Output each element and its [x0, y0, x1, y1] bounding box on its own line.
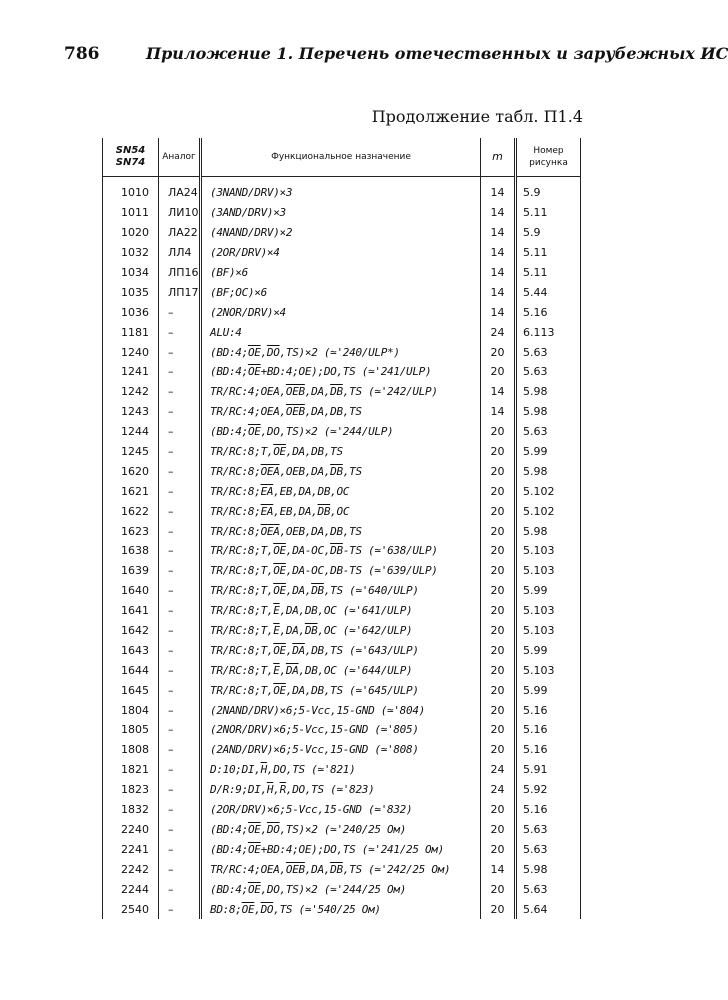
running-title: Приложение 1. Перечень отечественных и зарубежных ИС	[146, 44, 728, 63]
cell-m: 24	[481, 780, 516, 800]
cell-m: 14	[481, 382, 516, 402]
table-row	[103, 820, 581, 840]
table-row	[103, 780, 581, 800]
cell-analog: –	[159, 362, 201, 382]
cell-figure: 5.103	[516, 541, 581, 561]
cell-analog: –	[159, 680, 201, 700]
cell-analog: –	[159, 700, 201, 720]
table-continuation-caption: Продолжение табл. П1.4	[371, 107, 583, 126]
cell-m: 14	[481, 402, 516, 422]
cell-analog: –	[159, 740, 201, 760]
cell-m: 14	[481, 859, 516, 879]
cell-analog: ЛП16	[159, 263, 201, 283]
header-function: Функциональное назначение	[201, 138, 481, 177]
cell-m: 14	[481, 203, 516, 223]
cell-figure: 5.98	[516, 521, 581, 541]
cell-code: 1621	[103, 481, 159, 501]
cell-function: $TR/RC:8;\overline{OEA},OEB,DA,\overline{DB},TS$	[201, 461, 481, 481]
page-header	[64, 44, 728, 68]
cell-analog: –	[159, 561, 201, 581]
cell-analog: –	[159, 342, 201, 362]
cell-m: 20	[481, 621, 516, 641]
header-code	[103, 138, 159, 177]
cell-code: 1244	[103, 422, 159, 442]
header-code-line1: SN54	[115, 145, 146, 156]
cell-analog: –	[159, 720, 201, 740]
cell-m: 20	[481, 820, 516, 840]
cell-figure: 5.103	[516, 601, 581, 621]
cell-function: $BD:8;\overline{OE},\overline{DO},TS$ (≃'540/25 Ом)	[201, 899, 481, 919]
table-row	[103, 879, 581, 899]
cell-code: 1240	[103, 342, 159, 362]
chip-table	[102, 138, 581, 919]
cell-code: 1020	[103, 223, 159, 243]
cell-code: 1011	[103, 203, 159, 223]
cell-analog: ЛА24	[159, 177, 201, 203]
table-row	[103, 700, 581, 720]
cell-code: 2540	[103, 899, 159, 919]
table-header-row	[103, 138, 581, 177]
cell-m: 20	[481, 501, 516, 521]
cell-m: 20	[481, 561, 516, 581]
cell-figure: 5.63	[516, 879, 581, 899]
cell-figure: 5.16	[516, 700, 581, 720]
cell-figure: 5.11	[516, 243, 581, 263]
cell-figure: 5.99	[516, 581, 581, 601]
cell-figure: 5.9	[516, 223, 581, 243]
table-row	[103, 621, 581, 641]
cell-code: 1823	[103, 780, 159, 800]
cell-figure: 5.102	[516, 501, 581, 521]
cell-m: 20	[481, 660, 516, 680]
table-row	[103, 800, 581, 820]
table-row	[103, 402, 581, 422]
cell-m: 20	[481, 362, 516, 382]
table-row	[103, 760, 581, 780]
cell-code: 1010	[103, 177, 159, 203]
cell-figure: 5.103	[516, 561, 581, 581]
cell-function: (2AND/DRV)×6;5-Vcc,15-GND (≃'808)	[201, 740, 481, 760]
cell-m: 20	[481, 700, 516, 720]
cell-m: 20	[481, 521, 516, 541]
cell-function: (2NOR/DRV)×4	[201, 302, 481, 322]
table-row	[103, 302, 581, 322]
cell-code: 1622	[103, 501, 159, 521]
cell-m: 20	[481, 541, 516, 561]
cell-figure: 5.103	[516, 621, 581, 641]
cell-m: 20	[481, 839, 516, 859]
cell-code: 2242	[103, 859, 159, 879]
cell-analog: –	[159, 501, 201, 521]
table-row	[103, 660, 581, 680]
cell-code: 1644	[103, 660, 159, 680]
cell-m: 20	[481, 342, 516, 362]
page-number: 786	[64, 44, 100, 64]
cell-analog: –	[159, 402, 201, 422]
table-row	[103, 342, 581, 362]
cell-analog: –	[159, 601, 201, 621]
table-row	[103, 899, 581, 919]
cell-function: $TR/RC:4;OEA,\overline{OEB},DA,DB,TS$	[201, 402, 481, 422]
table-row	[103, 680, 581, 700]
table-row	[103, 561, 581, 581]
table-row	[103, 322, 581, 342]
cell-analog: –	[159, 581, 201, 601]
cell-code: 1643	[103, 640, 159, 660]
cell-analog: ЛА22	[159, 223, 201, 243]
cell-analog: –	[159, 879, 201, 899]
cell-function: $TR/RC:8;\overline{EA},EB,DA,\overline{DB},OC$	[201, 501, 481, 521]
cell-analog: –	[159, 820, 201, 840]
table-row	[103, 282, 581, 302]
table-row	[103, 740, 581, 760]
cell-function: $(BD:4;\overline{OE},DO,TS)\times 2$ (≃'244/25 Ом)	[201, 879, 481, 899]
table-row	[103, 720, 581, 740]
cell-code: 1245	[103, 442, 159, 462]
cell-figure: 5.98	[516, 859, 581, 879]
cell-function: $TR/RC:8;\overline{EA},EB,DA,DB,OC$	[201, 481, 481, 501]
cell-function: $TR/RC:8;T,\overline{OE},DA,DB,TS$	[201, 442, 481, 462]
header-code-line2: SN74	[115, 157, 146, 168]
cell-analog: ЛП17	[159, 282, 201, 302]
cell-figure: 5.63	[516, 342, 581, 362]
cell-code: 1640	[103, 581, 159, 601]
cell-code: 1645	[103, 680, 159, 700]
header-analog: Аналог	[159, 138, 201, 177]
cell-function: (2NOR/DRV)×6;5-Vcc,15-GND (≃'805)	[201, 720, 481, 740]
cell-code: 1623	[103, 521, 159, 541]
cell-function: $(BD:4;\overline{OE}+BD:4;OE);DO,TS$ (≃'241/ULP)	[201, 362, 481, 382]
cell-figure: 5.102	[516, 481, 581, 501]
cell-analog: –	[159, 442, 201, 462]
cell-function: (3AND/DRV)×3	[201, 203, 481, 223]
cell-analog: –	[159, 780, 201, 800]
table-row	[103, 442, 581, 462]
cell-figure: 5.98	[516, 382, 581, 402]
table-row	[103, 501, 581, 521]
cell-figure: 5.63	[516, 839, 581, 859]
table-row	[103, 223, 581, 243]
table-row	[103, 601, 581, 621]
table-row	[103, 362, 581, 382]
table-row	[103, 581, 581, 601]
table-row	[103, 640, 581, 660]
cell-function: $(BD:4;\overline{OE},\overline{DO},TS)\times 2$ (≃'240/ULP*)	[201, 342, 481, 362]
table-row	[103, 541, 581, 561]
cell-code: 2240	[103, 820, 159, 840]
cell-m: 20	[481, 740, 516, 760]
cell-m: 14	[481, 302, 516, 322]
cell-function: (BF;OC)×6	[201, 282, 481, 302]
table-row	[103, 177, 581, 203]
cell-figure: 5.11	[516, 203, 581, 223]
cell-function: $TR/RC:8;T,\overline{OE},DA-OC,\overline{DB}-TS$ (≃'638/ULP)	[201, 541, 481, 561]
cell-figure: 5.16	[516, 740, 581, 760]
cell-m: 14	[481, 282, 516, 302]
cell-code: 1808	[103, 740, 159, 760]
table-row	[103, 243, 581, 263]
cell-function: $TR/RC:4;OEA,\overline{OEB},DA,\overline{DB},TS$ (≃'242/ULP)	[201, 382, 481, 402]
cell-analog: –	[159, 760, 201, 780]
cell-analog: –	[159, 521, 201, 541]
cell-code: 1035	[103, 282, 159, 302]
cell-figure: 5.11	[516, 263, 581, 283]
cell-code: 1641	[103, 601, 159, 621]
cell-analog: –	[159, 899, 201, 919]
cell-analog: –	[159, 621, 201, 641]
cell-code: 1642	[103, 621, 159, 641]
cell-figure: 5.63	[516, 362, 581, 382]
cell-analog: ЛЛ4	[159, 243, 201, 263]
cell-analog: –	[159, 839, 201, 859]
cell-analog: –	[159, 422, 201, 442]
cell-m: 20	[481, 442, 516, 462]
cell-m: 20	[481, 601, 516, 621]
cell-code: 1034	[103, 263, 159, 283]
cell-code: 1181	[103, 322, 159, 342]
cell-function: $(BD:4;\overline{OE},\overline{DO},TS)\times 2$ (≃'240/25 Ом)	[201, 820, 481, 840]
table-row	[103, 859, 581, 879]
header-figure-line1: Номер	[533, 146, 564, 156]
cell-code: 1821	[103, 760, 159, 780]
cell-code: 1036	[103, 302, 159, 322]
cell-code: 1243	[103, 402, 159, 422]
cell-figure: 6.113	[516, 322, 581, 342]
table-row	[103, 461, 581, 481]
cell-code: 1638	[103, 541, 159, 561]
cell-m: 14	[481, 263, 516, 283]
cell-function: (2NAND/DRV)×6;5-Vcc,15-GND (≃'804)	[201, 700, 481, 720]
cell-analog: –	[159, 382, 201, 402]
cell-code: 1241	[103, 362, 159, 382]
cell-m: 14	[481, 243, 516, 263]
cell-m: 20	[481, 879, 516, 899]
cell-m: 20	[481, 680, 516, 700]
table-row	[103, 263, 581, 283]
cell-code: 1805	[103, 720, 159, 740]
cell-function: $D:10;DI,\overline{H},DO,TS$ (≃'821)	[201, 760, 481, 780]
cell-code: 1804	[103, 700, 159, 720]
cell-figure: 5.16	[516, 720, 581, 740]
table-row	[103, 382, 581, 402]
cell-function: (2OR/DRV)×6;5-Vcc,15-GND (≃'832)	[201, 800, 481, 820]
table-row	[103, 481, 581, 501]
header-m: m	[481, 138, 516, 177]
cell-code: 1832	[103, 800, 159, 820]
header-figure	[516, 138, 581, 177]
cell-analog: –	[159, 322, 201, 342]
cell-m: 24	[481, 322, 516, 342]
cell-m: 20	[481, 899, 516, 919]
cell-figure: 5.63	[516, 422, 581, 442]
cell-function: $TR/RC:8;T,\overline{OE},DA,\overline{DB},TS$ (≃'640/ULP)	[201, 581, 481, 601]
cell-function: $(BD:4;\overline{OE},DO,TS)\times 2$ (≃'244/ULP)	[201, 422, 481, 442]
cell-m: 20	[481, 461, 516, 481]
cell-figure: 5.92	[516, 780, 581, 800]
cell-function: ALU:4	[201, 322, 481, 342]
cell-figure: 5.16	[516, 800, 581, 820]
cell-m: 20	[481, 422, 516, 442]
cell-analog: –	[159, 302, 201, 322]
table-body	[103, 177, 581, 919]
cell-code: 2244	[103, 879, 159, 899]
cell-function: $TR/RC:8;T,\overline{E},\overline{DA},DB,OC$ (≃'644/ULP)	[201, 660, 481, 680]
cell-function: (3NAND/DRV)×3	[201, 177, 481, 203]
cell-function: $TR/RC:8;T,\overline{E},DA,\overline{DB},OC$ (≃'642/ULP)	[201, 621, 481, 641]
cell-analog: –	[159, 541, 201, 561]
cell-m: 20	[481, 800, 516, 820]
cell-function: (BF)×6	[201, 263, 481, 283]
cell-figure: 5.103	[516, 660, 581, 680]
cell-function: (4NAND/DRV)×2	[201, 223, 481, 243]
cell-m: 24	[481, 760, 516, 780]
cell-figure: 5.64	[516, 899, 581, 919]
cell-analog: –	[159, 660, 201, 680]
cell-figure: 5.63	[516, 820, 581, 840]
cell-code: 1620	[103, 461, 159, 481]
cell-figure: 5.99	[516, 442, 581, 462]
cell-function: $TR/RC:8;T,\overline{OE},\overline{DA},DB,TS$ (≃'643/ULP)	[201, 640, 481, 660]
cell-function: $TR/RC:8;T,\overline{OE},DA-OC,DB-TS$ (≃'639/ULP)	[201, 561, 481, 581]
cell-function: $TR/RC:8;T,\overline{E},DA,DB,OC$ (≃'641/ULP)	[201, 601, 481, 621]
cell-m: 20	[481, 640, 516, 660]
cell-function: $TR/RC:8;\overline{OEA},OEB,DA,DB,TS$	[201, 521, 481, 541]
table-row	[103, 422, 581, 442]
cell-code: 1639	[103, 561, 159, 581]
cell-code: 1032	[103, 243, 159, 263]
cell-figure: 5.91	[516, 760, 581, 780]
cell-function: $TR/RC:8;T,\overline{OE},DA,DB,TS$ (≃'645/ULP)	[201, 680, 481, 700]
cell-analog: –	[159, 461, 201, 481]
cell-m: 20	[481, 720, 516, 740]
cell-figure: 5.98	[516, 461, 581, 481]
cell-function: $(BD:4;\overline{OE}+BD:4;OE);DO,TS$ (≃'241/25 Ом)	[201, 839, 481, 859]
cell-m: 20	[481, 581, 516, 601]
cell-analog: –	[159, 800, 201, 820]
cell-code: 2241	[103, 839, 159, 859]
cell-function: $D/R:9;DI,\overline{H},\overline{R},DO,TS$ (≃'823)	[201, 780, 481, 800]
cell-analog: –	[159, 640, 201, 660]
cell-analog: –	[159, 859, 201, 879]
cell-function: (2OR/DRV)×4	[201, 243, 481, 263]
cell-figure: 5.99	[516, 640, 581, 660]
cell-figure: 5.98	[516, 402, 581, 422]
cell-figure: 5.99	[516, 680, 581, 700]
cell-analog: ЛИ10	[159, 203, 201, 223]
table-row	[103, 839, 581, 859]
table-row	[103, 521, 581, 541]
header-figure-line2: рисунка	[529, 158, 568, 168]
cell-function: $TR/RC:4;OEA,\overline{OEB},DA,\overline{DB},TS$ (≃'242/25 Ом)	[201, 859, 481, 879]
cell-analog: –	[159, 481, 201, 501]
cell-figure: 5.9	[516, 177, 581, 203]
cell-figure: 5.44	[516, 282, 581, 302]
cell-m: 20	[481, 481, 516, 501]
table-row	[103, 203, 581, 223]
cell-m: 14	[481, 223, 516, 243]
cell-figure: 5.16	[516, 302, 581, 322]
cell-m: 14	[481, 177, 516, 203]
cell-code: 1242	[103, 382, 159, 402]
